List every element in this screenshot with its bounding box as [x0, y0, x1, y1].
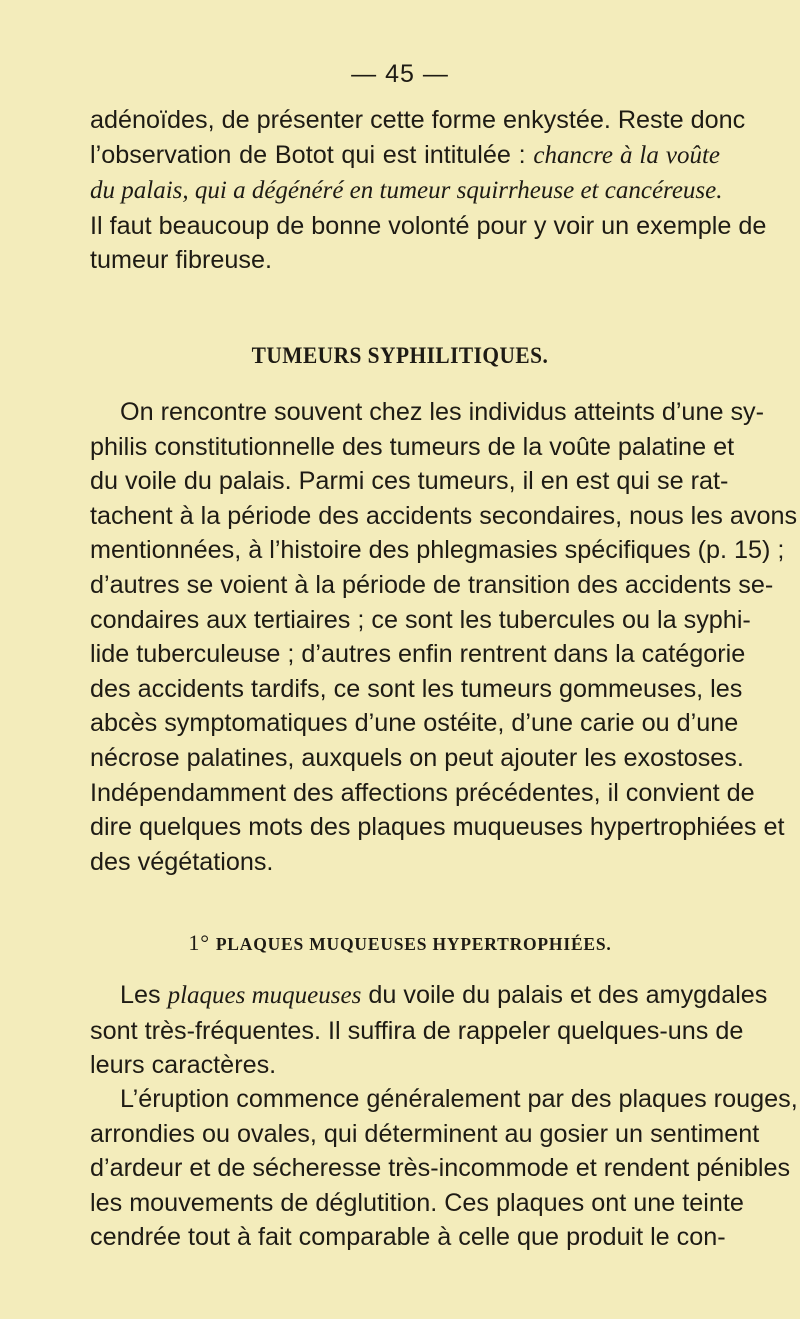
text-line: L’éruption commence généralement par des plaques rouges, — [120, 1085, 798, 1113]
text-line: cendrée tout à fait comparable à celle que produit le con- — [90, 1223, 726, 1252]
text-line: sont très-fréquentes. Il suffira de rappeler quelques-uns de — [90, 1016, 744, 1045]
text-line: l’observation de Botot qui est intitulée : chancre à la voûte — [90, 140, 720, 169]
text-line: arrondies ou ovales, qui déterminent au gosier un sentiment — [90, 1119, 760, 1148]
text-line: d’ardeur et de sécheresse très-incommode et rendent pénibles — [90, 1154, 791, 1183]
text-line: du voile du palais. Parmi ces tumeurs, il en est qui se rat- — [90, 467, 729, 496]
text-line: Indépendamment des affections précédentes, il convient de — [90, 778, 755, 807]
text-line: philis constitutionnelle des tumeurs de la voûte palatine et — [90, 432, 735, 461]
page-number: — 45 — — [351, 60, 449, 88]
italic-term: plaques muqueuses — [167, 982, 362, 1009]
section-title-text: PLAQUES MUQUEUSES HYPERTROPHIÉES. — [215, 934, 612, 954]
citation-title-continued: du palais, qui a dégénéré en tumeur squirrheuse et cancéreuse. — [90, 177, 723, 205]
text-line: dire quelques mots des plaques muqueuses hypertrophiées et — [90, 813, 785, 842]
text-line: d’autres se voient à la période de transition des accidents se- — [90, 570, 774, 599]
text-line: abcès symptomatiques d’une ostéite, d’une carie ou d’une — [90, 709, 739, 738]
text-line: tumeur fibreuse. — [90, 246, 272, 275]
text-line: lide tuberculeuse ; d’autres enfin rentrent dans la catégorie — [90, 640, 746, 669]
section-heading-tumeurs-syphilitiques: TUMEURS SYPHILITIQUES. — [251, 343, 549, 368]
text-line: des végétations. — [90, 847, 274, 876]
text-line: mentionnées, à l’histoire des phlegmasies spécifiques (p. 15) ; — [90, 536, 785, 565]
text-line: adénoïdes, de présenter cette forme enkystée. Reste donc — [90, 106, 746, 134]
section-number: 1° — [188, 930, 210, 955]
paragraph-tumeurs-syphilitiques — [90, 395, 798, 879]
text-line: les mouvements de déglutition. Ces plaques ont une teinte — [90, 1188, 744, 1217]
text-line: Il faut beaucoup de bonne volonté pour y voir un exemple de — [90, 211, 767, 240]
text-line: nécrose palatines, auxquels on peut ajouter les exostoses. — [90, 743, 744, 772]
paragraph-eruption — [90, 1082, 798, 1255]
text-line: tachent à la période des accidents secondaires, nous les avons — [90, 501, 798, 530]
section-heading-plaques-muqueuses — [0, 930, 800, 956]
text-line — [90, 173, 723, 209]
text-line: On rencontre souvent chez les individus atteints d’une sy- — [120, 398, 765, 426]
text-line: Les plaques muqueuses du voile du palais et des amygdales — [120, 981, 768, 1009]
paragraph-plaques-muqueuses — [90, 978, 768, 1083]
paragraph-observation-botot — [90, 103, 767, 278]
text-line: condaires aux tertiaires ; ce sont les tubercules ou la syphi- — [90, 605, 751, 634]
text-line: leurs caractères. — [90, 1051, 277, 1080]
text-line: des accidents tardifs, ce sont les tumeurs gommeuses, les — [90, 674, 743, 703]
citation-title: chancre à la voûte — [533, 141, 720, 169]
